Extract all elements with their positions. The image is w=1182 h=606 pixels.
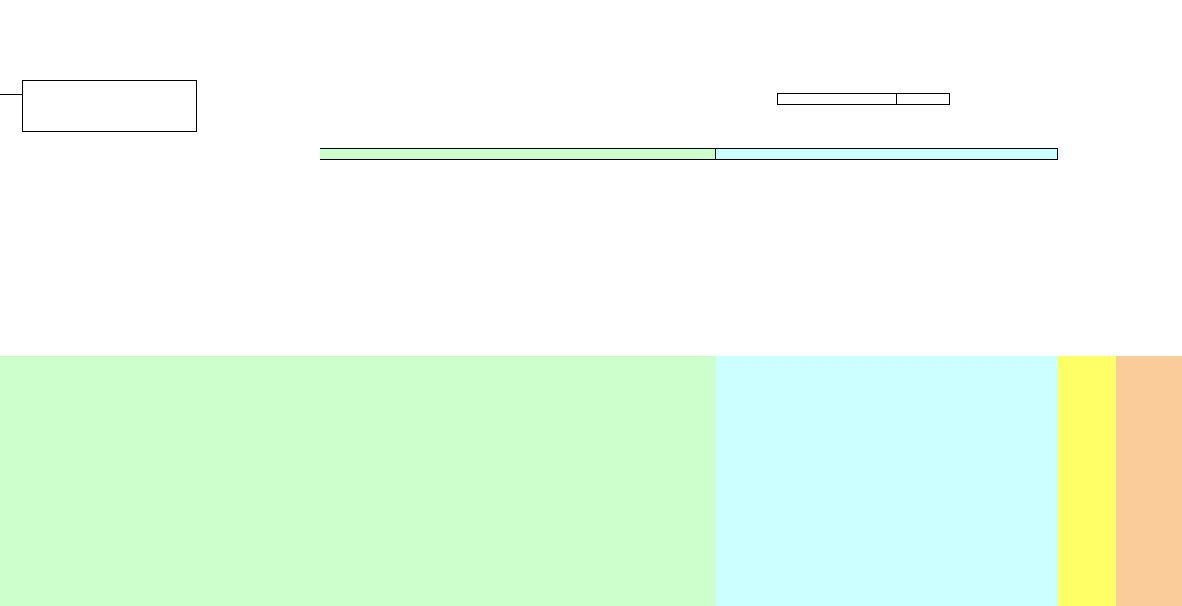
scores-header	[716, 148, 1058, 160]
table-body-rank	[1116, 356, 1182, 606]
soh-value	[896, 93, 950, 105]
criteria-header	[320, 148, 716, 160]
soh-label	[777, 93, 897, 105]
table-body-criteria	[0, 356, 716, 606]
table-body-scores	[716, 356, 1058, 606]
table-body-total	[1058, 356, 1116, 606]
company-info-box	[22, 80, 197, 132]
divider	[0, 94, 22, 95]
